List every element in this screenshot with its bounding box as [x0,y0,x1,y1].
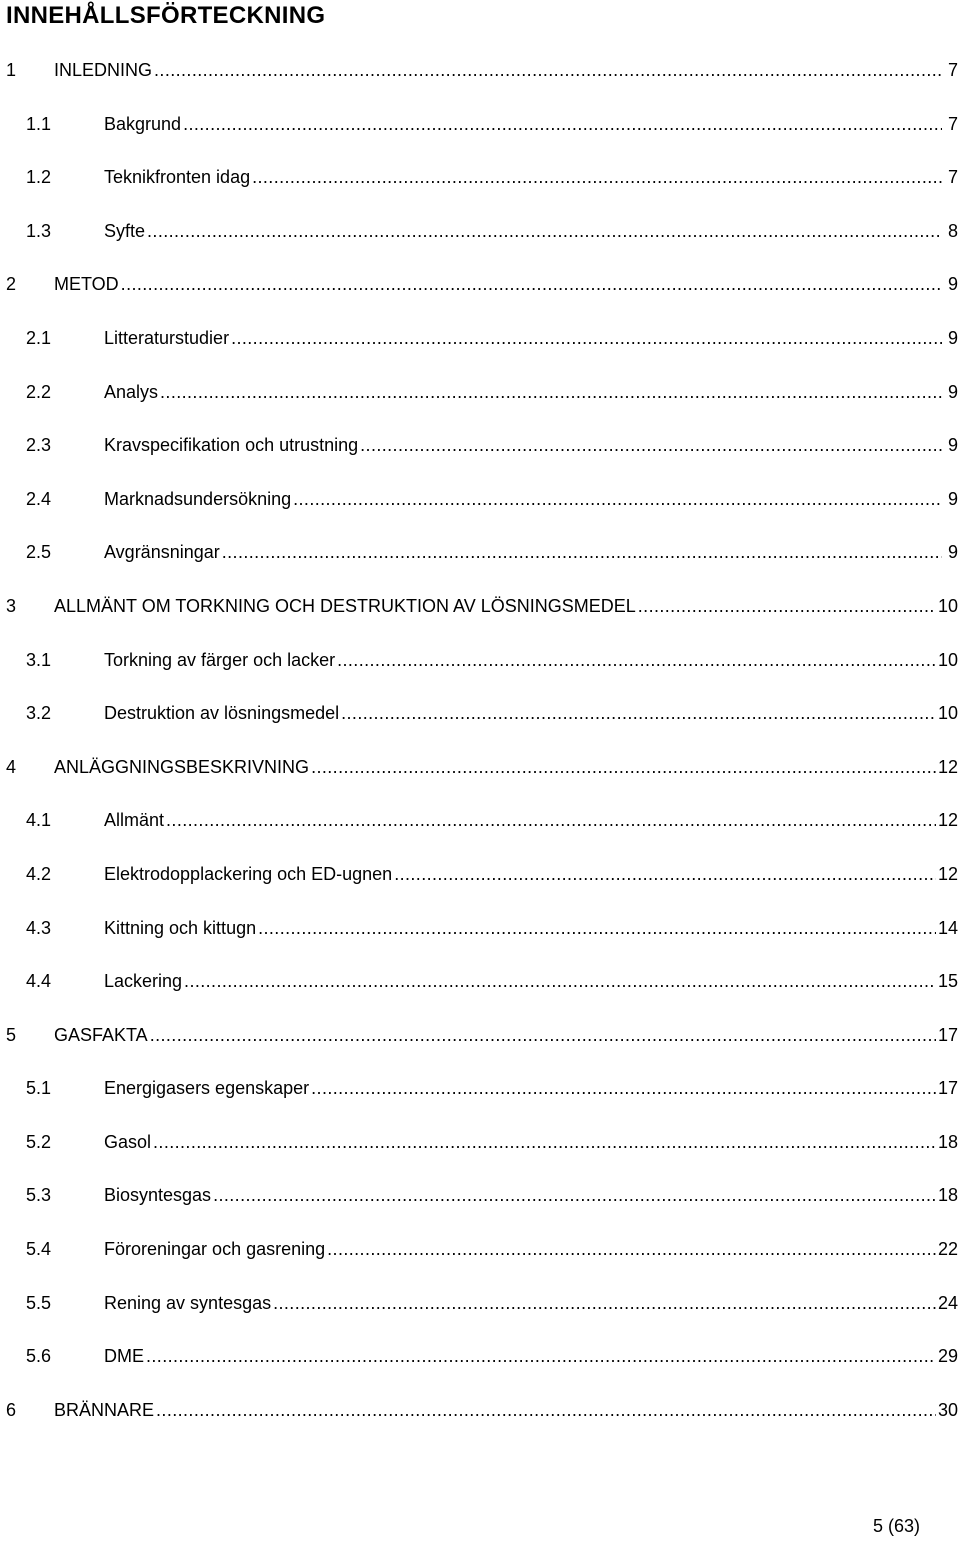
toc-entry-number: 4.2 [26,863,52,884]
toc-entry-label: ANLÄGGNINGSBESKRIVNING [54,756,310,777]
toc-entry-number: 5.5 [26,1292,52,1313]
toc-entry-page: 7 [947,167,958,188]
toc-entry-page: 9 [947,488,958,509]
toc-entry-page: 12 [937,810,958,831]
toc-section-entry[interactable] [0,1179,960,1233]
toc-entry-page: 15 [937,971,958,992]
toc-entry-label: Destruktion av lösningsmedel [104,703,340,724]
toc-entry-page: 17 [937,1024,958,1045]
toc-dot-leader [273,1287,936,1320]
toc-section-entry[interactable] [0,215,960,269]
toc-section-entry[interactable] [0,1072,960,1126]
toc-entry-page: 12 [937,863,958,884]
toc-dot-leader [293,483,942,516]
toc-entry-number: 4.3 [26,917,52,938]
toc-entry-label: Allmänt [104,810,165,831]
toc-dot-leader [311,1072,936,1105]
toc-chapter-entry[interactable] [0,54,960,108]
toc-entry-page: 7 [947,60,958,80]
toc-entry-number: 2.2 [26,381,52,402]
toc-entry-label: Marknadsundersökning [104,488,292,509]
toc-section-entry[interactable] [0,483,960,537]
toc-chapter-entry[interactable] [0,1394,960,1448]
toc-entry-number: 4.1 [26,810,52,831]
toc-entry-label: Kravspecifikation och utrustning [104,435,359,456]
toc-entry-label: Teknikfronten idag [104,167,251,188]
toc-entry-number: 5.6 [26,1346,52,1367]
toc-entry-label: ALLMÄNT OM TORKNING OCH DESTRUKTION AV LÖSNINGSMEDEL [54,595,636,616]
page-number: 5 (63) [872,1516,920,1536]
toc-entry-number: 3.2 [26,703,52,724]
toc-section-entry[interactable] [0,912,960,966]
toc-entry-page: 9 [947,435,958,456]
toc-entry-label: Biosyntesgas [104,1185,212,1206]
toc-chapter-entry[interactable] [0,590,960,644]
toc-dot-leader [121,268,942,301]
toc-entry-label: INLEDNING [54,60,153,80]
toc-entry-number: 5.4 [26,1239,52,1260]
toc-dot-leader [341,697,936,730]
toc-entry-page: 17 [937,1078,958,1099]
toc-dot-leader [150,1019,936,1052]
toc-entry-number: 5.3 [26,1185,52,1206]
toc-entry-label: METOD [54,274,119,295]
toc-section-entry[interactable] [0,108,960,162]
toc-entry-number: 3 [6,595,17,616]
toc-entry-number: 2.3 [26,435,52,456]
toc-entry-page: 24 [937,1292,958,1313]
toc-dot-leader [156,1394,936,1427]
toc-entry-label: Syfte [104,220,146,241]
toc-chapter-entry[interactable] [0,1019,960,1073]
toc-chapter-entry[interactable] [0,751,960,805]
toc-entry-number: 2.1 [26,327,52,348]
toc-section-entry[interactable] [0,965,960,1019]
toc-entry-label: BRÄNNARE [54,1399,155,1420]
toc-chapter-entry[interactable] [0,268,960,322]
toc-entry-number: 1.2 [26,167,52,188]
toc-dot-leader [337,644,936,677]
toc-dot-leader [147,215,942,248]
toc-dot-leader [311,751,936,784]
toc-entry-number: 3.1 [26,649,52,670]
toc-entry-label: Torkning av färger och lacker [104,649,336,670]
toc-section-entry[interactable] [0,429,960,483]
toc-entry-page: 30 [937,1399,958,1420]
toc-entry-label: Energigasers egenskaper [104,1078,310,1099]
table-of-contents [0,54,960,1447]
toc-entry-number: 1.3 [26,220,52,241]
toc-section-entry[interactable] [0,1233,960,1287]
toc-dot-leader [394,858,936,891]
toc-dot-leader [222,536,942,569]
toc-entry-label: Föroreningar och gasrening [104,1239,326,1260]
toc-entry-page: 18 [937,1131,958,1152]
toc-section-entry[interactable] [0,161,960,215]
toc-dot-leader [231,322,942,355]
toc-dot-leader [160,376,942,409]
toc-entry-page: 7 [947,113,958,134]
toc-entry-label: DME [104,1346,144,1367]
toc-entry-label: Litteraturstudier [104,327,230,348]
toc-dot-leader [258,912,936,945]
toc-section-entry[interactable] [0,1287,960,1341]
toc-entry-label: GASFAKTA [54,1024,148,1045]
toc-entry-number: 4 [6,756,17,777]
toc-section-entry[interactable] [0,644,960,698]
toc-entry-number: 2 [6,274,17,295]
toc-entry-label: Bakgrund [104,113,182,134]
toc-entry-number: 4.4 [26,971,52,992]
toc-entry-page: 29 [937,1346,958,1367]
toc-section-entry[interactable] [0,376,960,430]
toc-entry-label: Elektrodopplackering och ED-ugnen [104,863,393,884]
toc-entry-page: 9 [947,274,958,295]
toc-entry-number: 1.1 [26,113,52,134]
toc-dot-leader [146,1340,936,1373]
toc-entry-number: 2.4 [26,488,52,509]
toc-entry-label: Kittning och kittugn [104,917,257,938]
toc-entry-page: 9 [947,327,958,348]
toc-entry-number: 1 [6,60,17,80]
toc-dot-leader [153,1126,936,1159]
toc-section-entry[interactable] [0,322,960,376]
toc-section-entry[interactable] [0,858,960,912]
toc-entry-page: 22 [937,1239,958,1260]
toc-dot-leader [327,1233,936,1266]
toc-entry-label: Gasol [104,1131,152,1152]
toc-dot-leader [213,1179,936,1212]
toc-entry-page: 14 [937,917,958,938]
toc-entry-page: 10 [937,649,958,670]
toc-entry-label: Lackering [104,971,183,992]
toc-dot-leader [183,108,942,141]
toc-entry-label: Rening av syntesgas [104,1292,272,1313]
toc-entry-page: 8 [947,220,958,241]
toc-entry-page: 9 [947,381,958,402]
toc-dot-leader [638,590,936,623]
toc-dot-leader [154,54,942,87]
toc-entry-number: 5.2 [26,1131,52,1152]
toc-entry-page: 10 [937,595,958,616]
toc-section-entry[interactable] [0,804,960,858]
toc-section-entry[interactable] [0,1126,960,1180]
toc-dot-leader [166,804,936,837]
toc-entry-page: 10 [937,703,958,724]
toc-entry-number: 2.5 [26,542,52,563]
toc-dot-leader [252,161,942,194]
toc-section-entry[interactable] [0,1340,960,1394]
toc-entry-label: Avgränsningar [104,542,220,563]
toc-dot-leader [360,429,942,462]
toc-entry-label: Analys [104,381,159,402]
toc-entry-page: 9 [947,542,958,563]
toc-section-entry[interactable] [0,697,960,751]
toc-section-entry[interactable] [0,536,960,590]
toc-entry-page: 12 [937,756,958,777]
page-title: INNEHÅLLSFÖRTECKNING [6,2,326,29]
toc-dot-leader [184,965,936,998]
toc-entry-number: 5 [6,1024,17,1045]
toc-entry-number: 5.1 [26,1078,52,1099]
toc-entry-page: 18 [937,1185,958,1206]
toc-entry-number: 6 [6,1399,17,1420]
